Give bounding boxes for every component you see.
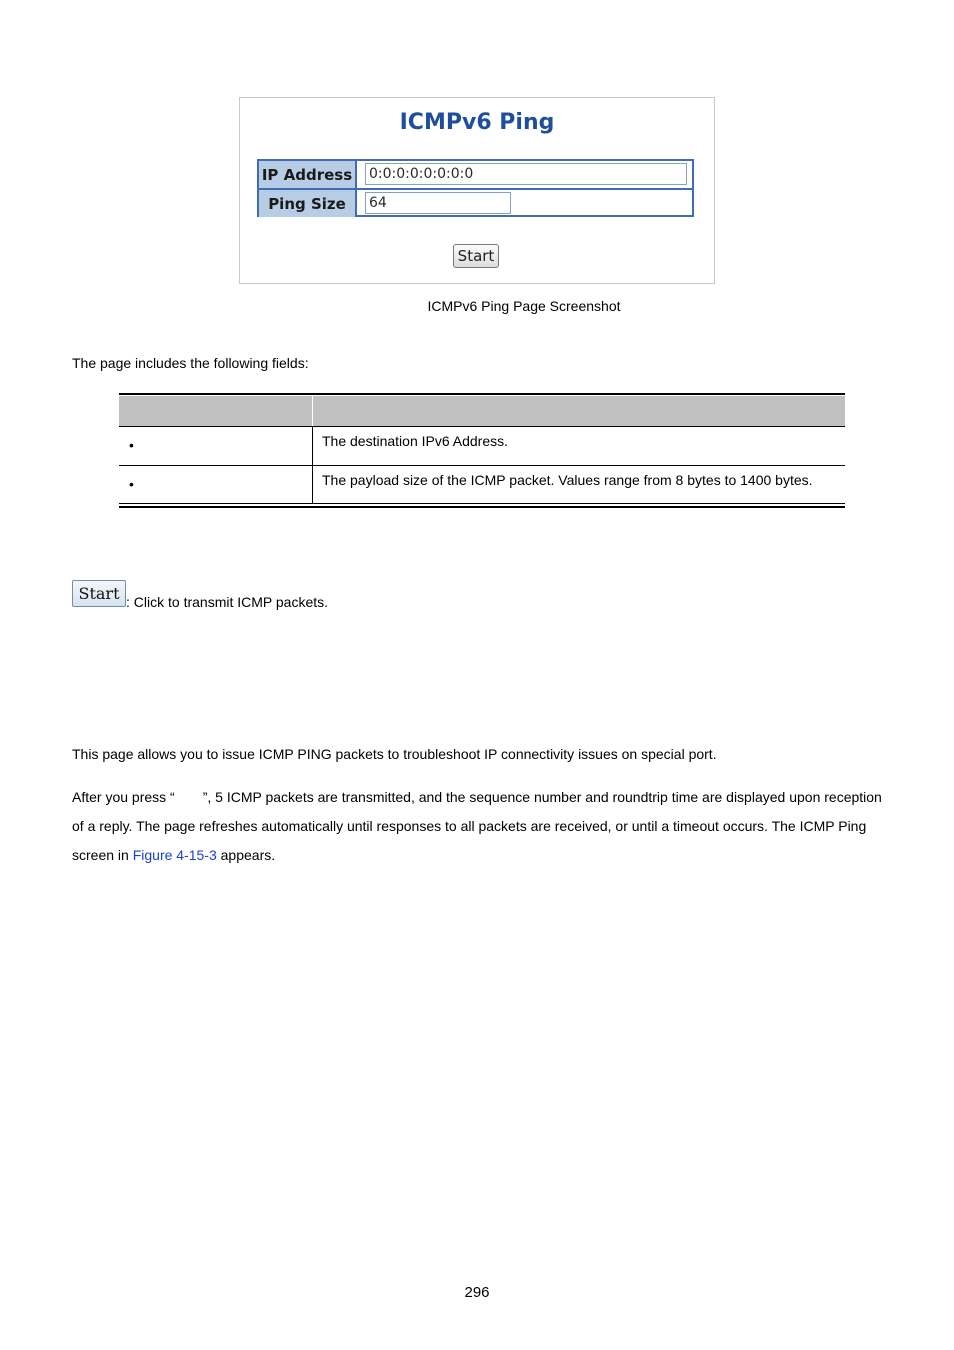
figure-link[interactable]: Figure 4-15-3: [132, 847, 217, 863]
ip-address-row: [259, 161, 692, 190]
fields-table: [119, 393, 845, 508]
bullet: •: [129, 476, 134, 492]
table-header: [119, 396, 845, 426]
row-description: The payload size of the ICMP packet. Values range from 8 bytes to 1400 bytes.: [322, 472, 813, 488]
bullet: •: [129, 437, 134, 453]
row-description: The destination IPv6 Address.: [322, 433, 508, 449]
ping-size-label: Ping Size: [259, 190, 357, 217]
table-bottom-rule: [119, 503, 845, 504]
description-paragraph: This page allows you to issue ICMP PING packets to troubleshoot IP connectivity issues on special port.: [72, 746, 717, 762]
start-button-sample[interactable]: Start: [72, 580, 126, 607]
paragraph-text: appears.: [216, 847, 276, 863]
header-divider: [312, 396, 313, 426]
ping-size-row: [259, 190, 692, 217]
ping-form: [257, 159, 694, 217]
start-button[interactable]: Start: [453, 244, 499, 268]
screenshot-title: ICMPv6 Ping: [399, 110, 555, 135]
intro-text: The page includes the following fields:: [72, 355, 309, 371]
figure-caption: ICMPv6 Ping Page Screenshot: [427, 298, 621, 314]
ip-address-input[interactable]: 0:0:0:0:0:0:0:0: [365, 163, 687, 185]
instructions-paragraph: [72, 783, 892, 870]
table-row: [119, 426, 845, 465]
start-button-description: : Click to transmit ICMP packets.: [126, 594, 329, 610]
table-row: [119, 465, 845, 504]
ip-address-label: IP Address: [259, 161, 357, 188]
paragraph-text: After you press “: [72, 789, 175, 805]
column-divider: [312, 466, 313, 504]
table-top-rule: [119, 393, 845, 395]
page-number: 296: [464, 1284, 490, 1301]
column-divider: [312, 427, 313, 465]
table-bottom-rule: [119, 506, 845, 508]
ping-size-input[interactable]: 64: [365, 192, 511, 214]
paragraph-text: ”, 5 ICMP packets are transmitted, and the sequence number and roundtrip time are displayed upon reception of a reply. The page refreshes automatically until responses to all packets are received, or until a timeout occurs. The ICMP Ping screen in: [72, 789, 882, 863]
icmpv6-ping-screenshot: [239, 97, 715, 284]
